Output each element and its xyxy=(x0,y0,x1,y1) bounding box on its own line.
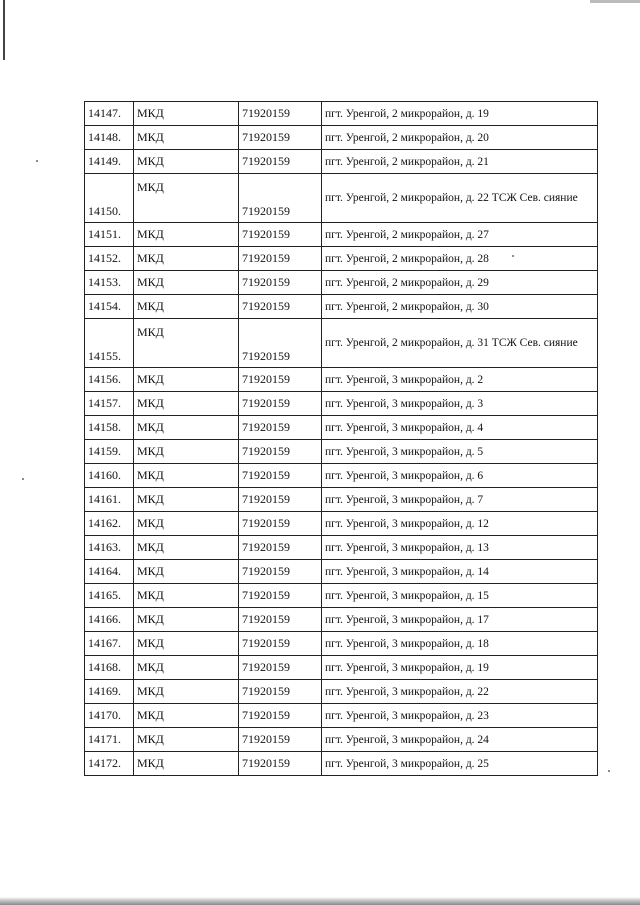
table-row xyxy=(85,728,598,752)
object-type-cell: МКД xyxy=(134,150,239,174)
table-row xyxy=(85,656,598,680)
oktmo-code-cell: 71920159 xyxy=(239,150,322,174)
object-type-cell: МКД xyxy=(134,608,239,632)
oktmo-code-cell: 71920159 xyxy=(239,728,322,752)
row-number-cell: 14157. xyxy=(85,392,134,416)
table-row xyxy=(85,584,598,608)
row-number-cell: 14170. xyxy=(85,704,134,728)
address-cell: пгт. Уренгой, 3 микрорайон, д. 14 xyxy=(322,560,598,584)
address-cell: пгт. Уренгой, 2 микрорайон, д. 30 xyxy=(322,295,598,319)
table-row xyxy=(85,174,598,223)
object-type-cell: МКД xyxy=(134,392,239,416)
object-type-cell: МКД xyxy=(134,126,239,150)
oktmo-code-cell: 71920159 xyxy=(239,295,322,319)
row-number-cell: 14159. xyxy=(85,440,134,464)
table-row xyxy=(85,368,598,392)
table-row xyxy=(85,295,598,319)
scan-edge-bottom xyxy=(0,897,640,905)
address-cell: пгт. Уренгой, 3 микрорайон, д. 15 xyxy=(322,584,598,608)
table-row xyxy=(85,752,598,776)
address-cell: пгт. Уренгой, 2 микрорайон, д. 29 xyxy=(322,271,598,295)
table-row xyxy=(85,247,598,271)
row-number-cell: 14162. xyxy=(85,512,134,536)
row-number-cell: 14166. xyxy=(85,608,134,632)
address-cell: пгт. Уренгой, 2 микрорайон, д. 20 xyxy=(322,126,598,150)
object-type-cell: МКД xyxy=(134,536,239,560)
address-cell: пгт. Уренгой, 3 микрорайон, д. 23 xyxy=(322,704,598,728)
table-row xyxy=(85,150,598,174)
object-type-cell: МКД xyxy=(134,295,239,319)
object-type-cell: МКД xyxy=(134,632,239,656)
object-type-cell: МКД xyxy=(134,584,239,608)
object-type-cell: МКД xyxy=(134,271,239,295)
row-number-cell: 14151. xyxy=(85,223,134,247)
row-number-cell: 14158. xyxy=(85,416,134,440)
object-type-cell: МКД xyxy=(134,319,239,368)
address-cell: пгт. Уренгой, 3 микрорайон, д. 17 xyxy=(322,608,598,632)
row-number-cell: 14168. xyxy=(85,656,134,680)
oktmo-code-cell: 71920159 xyxy=(239,102,322,126)
oktmo-code-cell: 71920159 xyxy=(239,536,322,560)
address-cell: пгт. Уренгой, 3 микрорайон, д. 18 xyxy=(322,632,598,656)
address-cell: пгт. Уренгой, 3 микрорайон, д. 12 xyxy=(322,512,598,536)
scan-speck xyxy=(608,770,610,772)
oktmo-code-cell: 71920159 xyxy=(239,584,322,608)
row-number-cell: 14160. xyxy=(85,464,134,488)
object-type-cell: МКД xyxy=(134,464,239,488)
oktmo-code-cell: 71920159 xyxy=(239,608,322,632)
address-cell: пгт. Уренгой, 3 микрорайон, д. 13 xyxy=(322,536,598,560)
object-type-cell: МКД xyxy=(134,223,239,247)
table-row xyxy=(85,102,598,126)
registry-table-body xyxy=(85,102,598,776)
table-row xyxy=(85,560,598,584)
address-cell: пгт. Уренгой, 3 микрорайон, д. 7 xyxy=(322,488,598,512)
table-row xyxy=(85,392,598,416)
object-type-cell: МКД xyxy=(134,752,239,776)
object-type-cell: МКД xyxy=(134,440,239,464)
table-row xyxy=(85,223,598,247)
oktmo-code-cell: 71920159 xyxy=(239,174,322,223)
oktmo-code-cell: 71920159 xyxy=(239,368,322,392)
address-cell: пгт. Уренгой, 2 микрорайон, д. 31 ТСЖ Сев. сияние xyxy=(322,319,598,368)
row-number-cell: 14150. xyxy=(85,174,134,223)
row-number-cell: 14169. xyxy=(85,680,134,704)
table-row xyxy=(85,464,598,488)
table-row xyxy=(85,488,598,512)
oktmo-code-cell: 71920159 xyxy=(239,416,322,440)
table-row xyxy=(85,271,598,295)
row-number-cell: 14152. xyxy=(85,247,134,271)
table-row xyxy=(85,126,598,150)
object-type-cell: МКД xyxy=(134,680,239,704)
address-cell: пгт. Уренгой, 3 микрорайон, д. 24 xyxy=(322,728,598,752)
object-type-cell: МКД xyxy=(134,656,239,680)
oktmo-code-cell: 71920159 xyxy=(239,319,322,368)
object-type-cell: МКД xyxy=(134,368,239,392)
oktmo-code-cell: 71920159 xyxy=(239,512,322,536)
address-cell: пгт. Уренгой, 2 микрорайон, д. 22 ТСЖ Сев. сияние xyxy=(322,174,598,223)
oktmo-code-cell: 71920159 xyxy=(239,464,322,488)
row-number-cell: 14165. xyxy=(85,584,134,608)
table-row xyxy=(85,632,598,656)
row-number-cell: 14153. xyxy=(85,271,134,295)
address-cell: пгт. Уренгой, 3 микрорайон, д. 19 xyxy=(322,656,598,680)
row-number-cell: 14172. xyxy=(85,752,134,776)
row-number-cell: 14154. xyxy=(85,295,134,319)
address-cell: пгт. Уренгой, 2 микрорайон, д. 28 xyxy=(322,247,598,271)
row-number-cell: 14147. xyxy=(85,102,134,126)
object-type-cell: МКД xyxy=(134,247,239,271)
oktmo-code-cell: 71920159 xyxy=(239,632,322,656)
row-number-cell: 14171. xyxy=(85,728,134,752)
row-number-cell: 14161. xyxy=(85,488,134,512)
row-number-cell: 14149. xyxy=(85,150,134,174)
address-cell: пгт. Уренгой, 3 микрорайон, д. 5 xyxy=(322,440,598,464)
oktmo-code-cell: 71920159 xyxy=(239,656,322,680)
object-type-cell: МКД xyxy=(134,560,239,584)
row-number-cell: 14148. xyxy=(85,126,134,150)
table-row xyxy=(85,680,598,704)
oktmo-code-cell: 71920159 xyxy=(239,247,322,271)
table-row xyxy=(85,440,598,464)
row-number-cell: 14155. xyxy=(85,319,134,368)
scan-edge-left xyxy=(3,0,5,60)
row-number-cell: 14167. xyxy=(85,632,134,656)
scan-mark-top xyxy=(590,0,640,3)
object-type-cell: МКД xyxy=(134,416,239,440)
row-number-cell: 14163. xyxy=(85,536,134,560)
object-type-cell: МКД xyxy=(134,704,239,728)
address-cell: пгт. Уренгой, 3 микрорайон, д. 22 xyxy=(322,680,598,704)
address-cell: пгт. Уренгой, 3 микрорайон, д. 2 xyxy=(322,368,598,392)
object-type-cell: МКД xyxy=(134,174,239,223)
address-cell: пгт. Уренгой, 3 микрорайон, д. 6 xyxy=(322,464,598,488)
object-type-cell: МКД xyxy=(134,728,239,752)
oktmo-code-cell: 71920159 xyxy=(239,271,322,295)
object-type-cell: МКД xyxy=(134,488,239,512)
address-cell: пгт. Уренгой, 2 микрорайон, д. 27 xyxy=(322,223,598,247)
oktmo-code-cell: 71920159 xyxy=(239,392,322,416)
address-cell: пгт. Уренгой, 3 микрорайон, д. 3 xyxy=(322,392,598,416)
row-number-cell: 14164. xyxy=(85,560,134,584)
oktmo-code-cell: 71920159 xyxy=(239,680,322,704)
oktmo-code-cell: 71920159 xyxy=(239,126,322,150)
address-cell: пгт. Уренгой, 3 микрорайон, д. 25 xyxy=(322,752,598,776)
address-cell: пгт. Уренгой, 2 микрорайон, д. 19 xyxy=(322,102,598,126)
table-row xyxy=(85,536,598,560)
address-cell: пгт. Уренгой, 2 микрорайон, д. 21 xyxy=(322,150,598,174)
object-type-cell: МКД xyxy=(134,512,239,536)
oktmo-code-cell: 71920159 xyxy=(239,440,322,464)
table-row xyxy=(85,319,598,368)
registry-table xyxy=(84,101,598,776)
oktmo-code-cell: 71920159 xyxy=(239,488,322,512)
address-cell: пгт. Уренгой, 3 микрорайон, д. 4 xyxy=(322,416,598,440)
table-row xyxy=(85,608,598,632)
oktmo-code-cell: 71920159 xyxy=(239,752,322,776)
oktmo-code-cell: 71920159 xyxy=(239,704,322,728)
table-row xyxy=(85,416,598,440)
scan-speck xyxy=(22,478,24,480)
table-row xyxy=(85,512,598,536)
scan-speck xyxy=(36,160,38,162)
table-row xyxy=(85,704,598,728)
oktmo-code-cell: 71920159 xyxy=(239,560,322,584)
oktmo-code-cell: 71920159 xyxy=(239,223,322,247)
row-number-cell: 14156. xyxy=(85,368,134,392)
object-type-cell: МКД xyxy=(134,102,239,126)
